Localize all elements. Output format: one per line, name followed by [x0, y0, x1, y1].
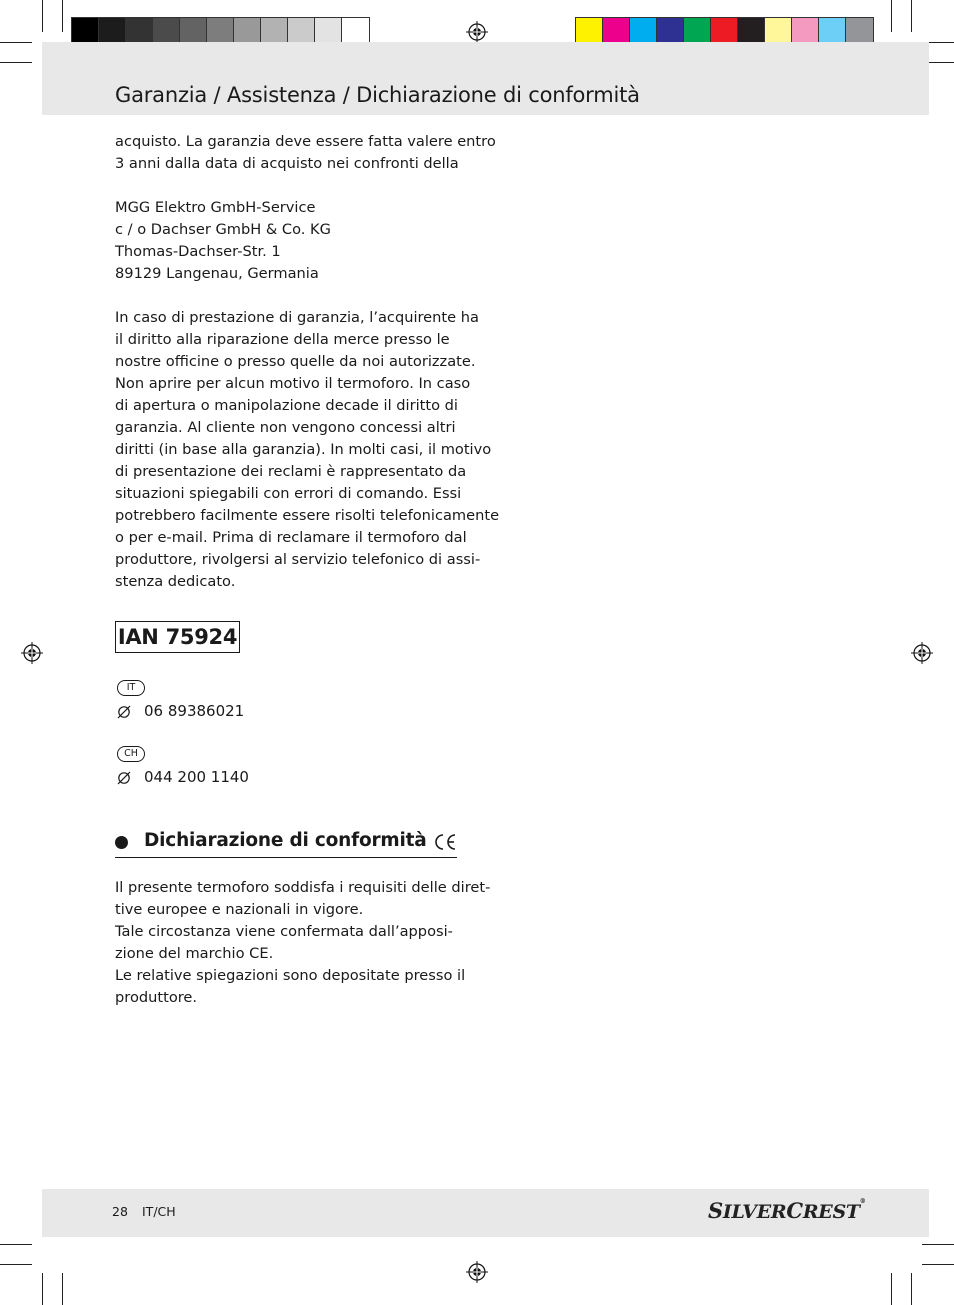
text-line: il diritto alla riparazione della merce presso le	[115, 331, 450, 348]
silvercrest-logo	[708, 1198, 865, 1223]
crop-mark	[922, 1244, 954, 1245]
text-line: produttore.	[115, 989, 198, 1006]
address-line: c / o Dachser GmbH & Co. KG	[115, 221, 331, 238]
text-line: garanzia. Al cliente non vengono concessi altri	[115, 419, 456, 436]
crop-mark	[0, 1264, 32, 1265]
registration-mark-icon	[466, 21, 488, 43]
text-line: acquisto. La garanzia deve essere fatta valere entro	[115, 133, 496, 150]
page-number: 28	[112, 1204, 128, 1219]
crop-mark	[42, 1273, 43, 1305]
logo-letter: S	[708, 1198, 723, 1223]
text-line: produttore, rivolgersi al servizio telefonico di assi-	[115, 551, 481, 568]
text-line: In caso di prestazione di garanzia, l’acquirente ha	[115, 309, 479, 326]
text-line: tive europee e nazionali in vigore.	[115, 901, 364, 918]
crop-mark	[0, 1244, 32, 1245]
logo-text: REST	[802, 1201, 860, 1223]
ce-mark-icon	[433, 833, 457, 851]
crop-mark	[891, 1273, 892, 1305]
logo-letter: C	[786, 1198, 803, 1223]
phone-number-ch: 044 200 1140	[144, 768, 249, 786]
conformity-heading	[115, 830, 457, 858]
bullet-icon	[115, 836, 128, 849]
registered-mark-icon: ®	[859, 1198, 866, 1205]
page-title: Garanzia / Assistenza / Dichiarazione di conformità	[115, 83, 640, 107]
text-line: nostre officine o presso quelle da noi autorizzate.	[115, 353, 476, 370]
service-address	[115, 197, 470, 285]
text-line: potrebbero facilmente essere risolti telefonicamente	[115, 507, 500, 524]
registration-mark-icon	[911, 642, 933, 664]
conformity-paragraph	[115, 877, 491, 1009]
text-line: stenza dedicato.	[115, 573, 236, 590]
intro-paragraph	[115, 131, 496, 175]
crop-mark	[62, 0, 63, 32]
text-line: diritti (in base alla garanzia). In molti casi, il motivo	[115, 441, 492, 458]
crop-mark	[891, 0, 892, 32]
registration-mark-icon	[466, 1261, 488, 1283]
crop-mark	[911, 1273, 912, 1305]
text-line: di apertura o manipolazione decade il diritto di	[115, 397, 458, 414]
crop-mark	[42, 0, 43, 32]
text-line: Non aprire per alcun motivo il termoforo. In caso	[115, 375, 471, 392]
address-line: Thomas-Dachser-Str. 1	[115, 243, 281, 260]
crop-mark	[0, 42, 32, 43]
ian-number-box: IAN 75924	[115, 621, 240, 653]
country-tag-it: IT	[117, 680, 145, 696]
crop-mark	[911, 0, 912, 32]
text-line: Le relative spiegazioni sono depositate presso il	[115, 967, 466, 984]
crop-mark	[62, 1273, 63, 1305]
phone-number-it: 06 89386021	[144, 702, 245, 720]
section-title: Dichiarazione di conformità	[144, 830, 427, 851]
address-line: MGG Elektro GmbH-Service	[115, 199, 316, 216]
phone-icon	[117, 705, 131, 719]
logo-text: ILVER	[722, 1201, 787, 1223]
text-line: zione del marchio CE.	[115, 945, 274, 962]
text-line: 3 anni dalla data di acquisto nei confronti della	[115, 155, 459, 172]
registration-mark-icon	[21, 642, 43, 664]
crop-mark	[0, 62, 32, 63]
phone-icon	[117, 771, 131, 785]
text-line: Tale circostanza viene confermata dall’apposi-	[115, 923, 453, 940]
warranty-paragraph	[115, 307, 500, 593]
text-line: situazioni spiegabili con errori di comando. Essi	[115, 485, 462, 502]
text-line: Il presente termoforo soddisfa i requisiti delle diret-	[115, 879, 491, 896]
address-line: 89129 Langenau, Germania	[115, 265, 319, 282]
crop-mark	[922, 1264, 954, 1265]
country-tag-ch: CH	[117, 746, 145, 762]
text-line: o per e-mail. Prima di reclamare il termoforo dal	[115, 529, 467, 546]
page-locale: IT/CH	[142, 1204, 176, 1219]
text-line: di presentazione dei reclami è rappresentato da	[115, 463, 467, 480]
